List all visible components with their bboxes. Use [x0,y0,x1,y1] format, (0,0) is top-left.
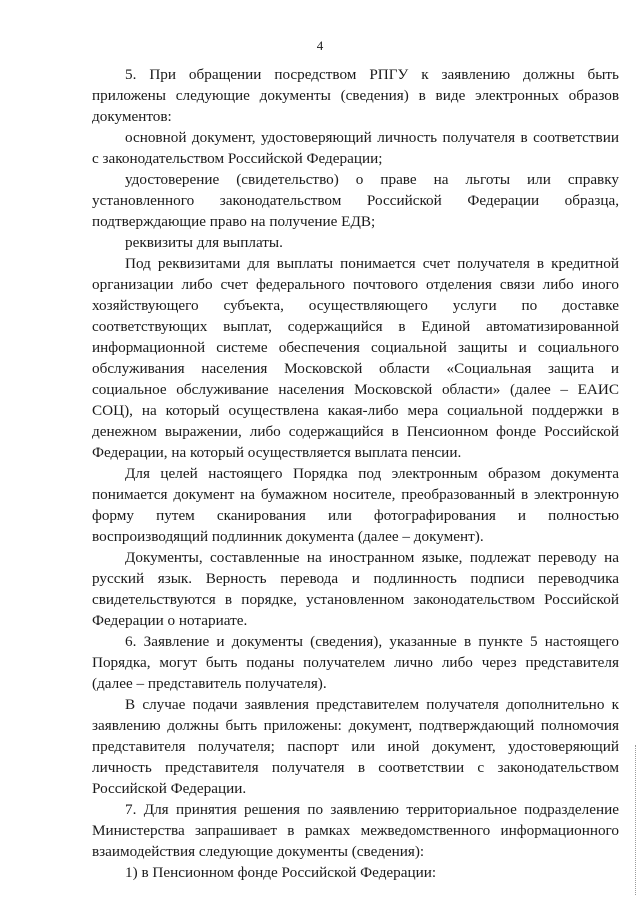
document-body [92,64,619,883]
paragraph-item-7: 7. Для принятия решения по заявлению территориальное подразделение Министерства запрашивает в рамках межведомственного информационного взаимодействия следующие документы (сведения): [92,801,619,860]
scan-edge-mark [634,745,636,895]
paragraph-item-6: 6. Заявление и документы (сведения), указанные в пункте 5 настоящего Порядка, могут быть поданы получателем лично либо через представителя (далее – представитель получателя). [92,633,619,692]
paragraph-item-5-intro: 5. При обращении посредством РПГУ к заявлению должны быть приложены следующие документы (сведения) в виде электронных образов документов: [92,66,619,125]
paragraph-identity-document: основной документ, удостоверяющий личность получателя в соответствии с законодательством Российской Федерации; [92,129,619,167]
paragraph-electronic-image-definition: Для целей настоящего Порядка под электронным образом документа понимается документ на бумажном носителе, преобразованный в электронную форму путем сканирования или фотографирования и полностью воспроизводящий подлинник документа (далее – документ). [92,465,619,545]
paragraph-pension-fund: 1) в Пенсионном фонде Российской Федерации: [125,864,437,881]
paragraph-payment-details: реквизиты для выплаты. [125,234,283,251]
paragraph-foreign-language-documents: Документы, составленные на иностранном языке, подлежат переводу на русский язык. Верность перевода и подлинность подписи переводчика свидетельствуются в порядке, установленном законодательством Российской Федерации о нотариате. [92,549,619,629]
page-number: 4 [316,38,324,53]
paragraph-representative-documents: В случае подачи заявления представителем получателя дополнительно к заявлению должны быть приложены: документ, подтверждающий полномочия представителя получателя; паспорт или иной документ, удостоверяющий личность представителя получателя в соответствии с законодательством Российской Федерации. [92,696,619,797]
paragraph-payment-details-definition: Под реквизитами для выплаты понимается счет получателя в кредитной организации либо счет федерального почтового отделения связи либо иного хозяйствующего субъекта, осуществляющего услуги по доставке соответствующих выплат, содержащийся в Единой автоматизированной информационной системе обеспечения социальной защиты и социального обслуживания населения Московской области «Социальная защита и социальное обслуживание населения Московской области» (далее – ЕАИС СОЦ), на который осуществлена какая-либо мера социальной поддержки в денежном выражении, либо содержащийся в Пенсионном фонде Российской Федерации, на который осуществляется выплата пенсии. [92,255,619,461]
paragraph-benefit-certificate: удостоверение (свидетельство) о праве на льготы или справку установленного законодательством Российской Федерации образца, подтверждающие право на получение ЕДВ; [92,171,619,230]
